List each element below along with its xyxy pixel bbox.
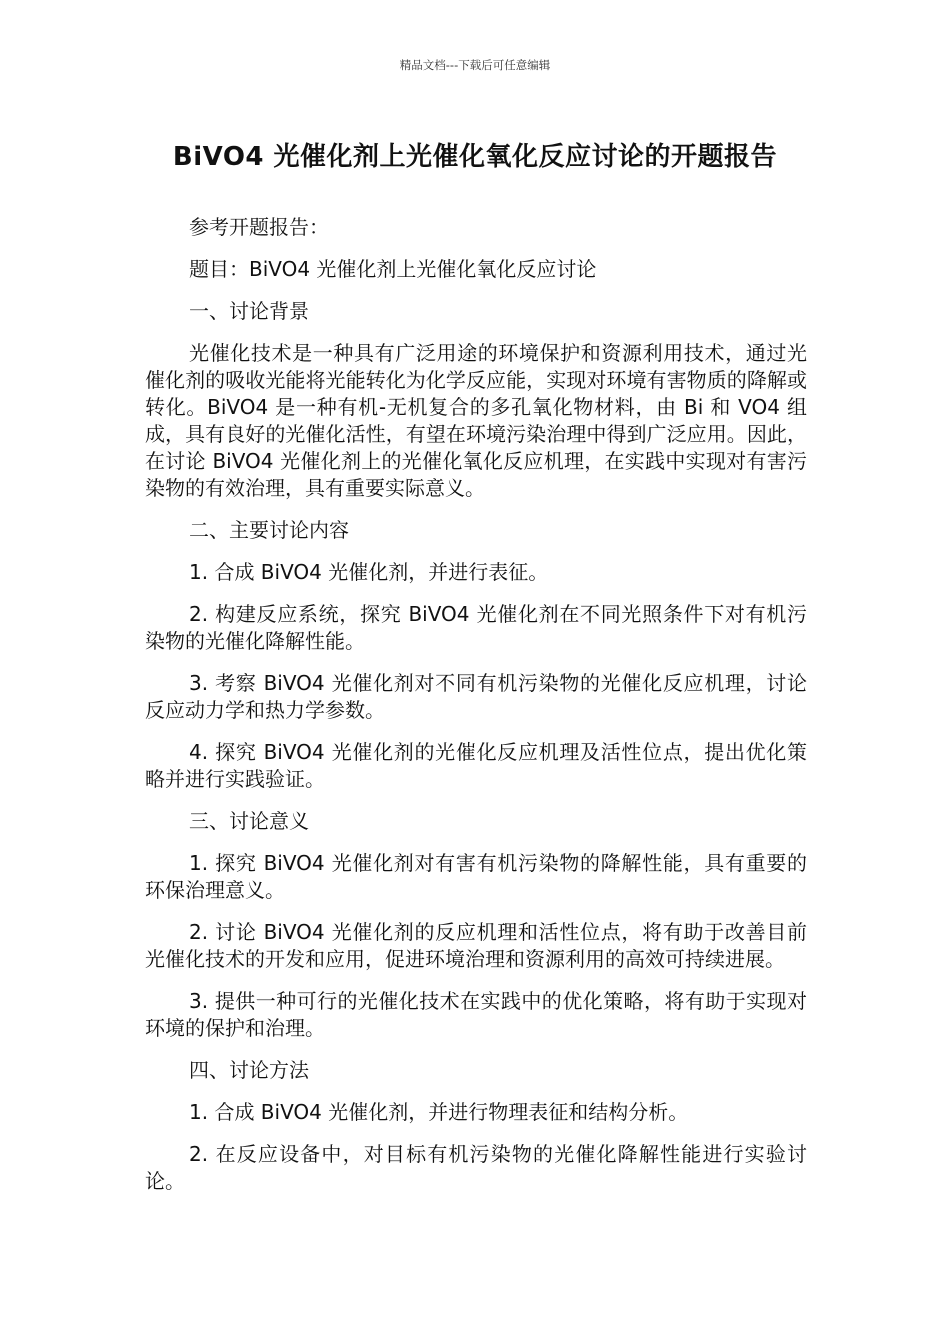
significance-item-2: 2. 讨论 BiVO4 光催化剂的反应机理和活性位点，将有助于改善目前光催化技术的开发和应用，促进环境治理和资源利用的高效可持续进展。 <box>145 920 807 971</box>
methods-item-1: 1. 合成 BiVO4 光催化剂，并进行物理表征和结构分析。 <box>189 1100 689 1124</box>
content-item-2: 2. 构建反应系统，探究 BiVO4 光催化剂在不同光照条件下对有机污染物的光催化降解性能。 <box>145 602 807 653</box>
content-item-4: 4. 探究 BiVO4 光催化剂的光催化反应机理及活性位点，提出优化策略并进行实践验证。 <box>145 740 807 791</box>
section-heading-background: 一、讨论背景 <box>189 299 309 323</box>
reference-label: 参考开题报告： <box>189 215 329 239</box>
document-title: BiVO4 光催化剂上光催化氧化反应讨论的开题报告 <box>172 142 778 172</box>
document-body <box>145 214 807 1210</box>
background-paragraph: 光催化技术是一种具有广泛用途的环境保护和资源利用技术，通过光催化剂的吸收光能将光能转化为化学反应能，实现对环境有害物质的降解或转化。BiVO4 是一种有机-无机复合的多孔氧化物材料，由 Bi 和 VO4 组成，具有良好的光催化活性，有望在环境污染治理中得到广泛应用。因此，在讨论 BiVO4 光催化剂上的光催化氧化反应机理，在实践中实现对有害污染物的有效治理，具有重要实际意义。 <box>145 341 807 500</box>
significance-item-1: 1. 探究 BiVO4 光催化剂对有害有机污染物的降解性能，具有重要的环保治理意义。 <box>145 851 807 902</box>
content-item-3: 3. 考察 BiVO4 光催化剂对不同有机污染物的光催化反应机理，讨论反应动力学和热力学参数。 <box>145 671 807 722</box>
section-heading-content: 二、主要讨论内容 <box>189 518 349 542</box>
section-heading-significance: 三、讨论意义 <box>189 809 309 833</box>
significance-item-3: 3. 提供一种可行的光催化技术在实践中的优化策略，将有助于实现对环境的保护和治理。 <box>145 989 807 1040</box>
topic-line: 题目：BiVO4 光催化剂上光催化氧化反应讨论 <box>189 257 597 281</box>
methods-item-2: 2. 在反应设备中，对目标有机污染物的光催化降解性能进行实验讨论。 <box>145 1142 807 1193</box>
section-heading-methods: 四、讨论方法 <box>189 1058 309 1082</box>
content-item-1: 1. 合成 BiVO4 光催化剂，并进行表征。 <box>189 560 549 584</box>
page-header: 精品文档---下载后可任意编辑 <box>399 58 551 72</box>
